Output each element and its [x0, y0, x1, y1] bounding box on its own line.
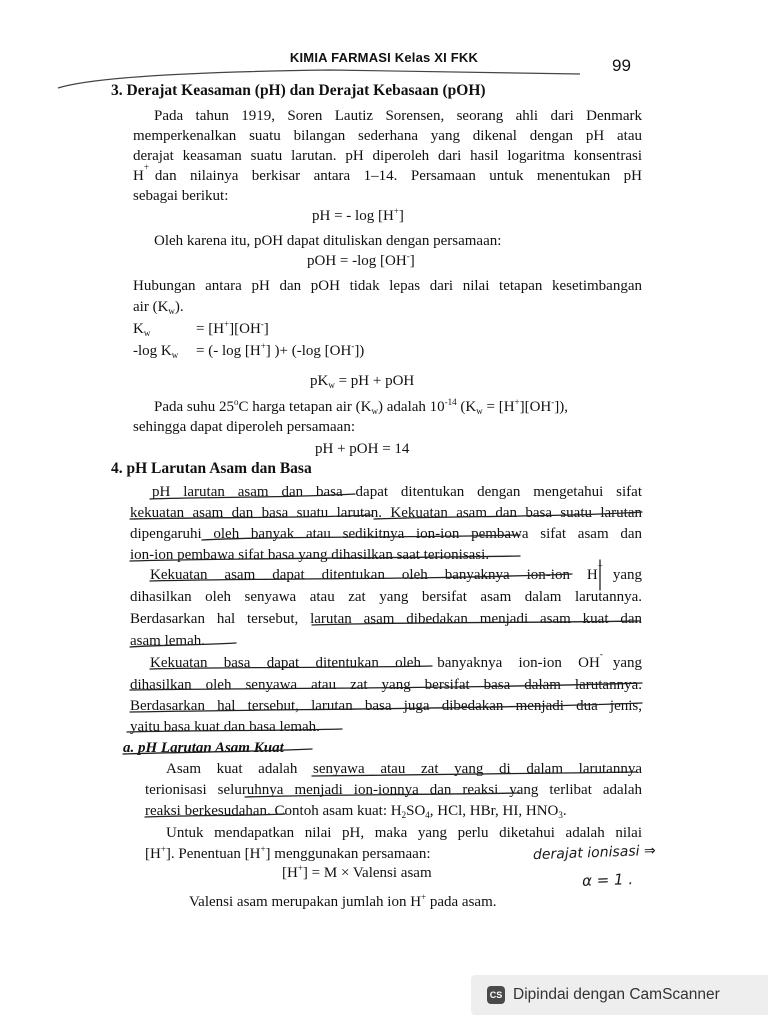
paragraph-text: ] menggunakan persamaan:: [265, 846, 431, 862]
equation-text: = [H: [196, 321, 225, 337]
paragraph-line: [145, 802, 567, 820]
paragraph-text: = [H: [482, 399, 515, 415]
paragraph-text: Kekuatan asam dapat ditentukan oleh banyaknya ion-ion H: [150, 567, 598, 583]
paragraph-text: C harga tetapan air (K: [238, 399, 372, 415]
subscript: w: [171, 350, 179, 360]
equation-text: pK: [310, 373, 329, 389]
section-3-heading: 3. Derajat Keasaman (pH) dan Derajat Kebasaan (pOH): [111, 82, 486, 99]
paragraph-line: [150, 561, 642, 584]
superscript: +: [260, 341, 266, 351]
paragraph-text: dan nilainya berkisar antara 1–14. Persamaan untuk menentukan pH: [154, 168, 642, 184]
equation-pkw: [310, 372, 414, 390]
log-kw-symbol: -log K: [133, 343, 172, 359]
paragraph-line: dihasilkan oleh senyawa atau zat yang bersifat basa dalam larutannya.: [130, 677, 642, 693]
equation-h: [282, 864, 432, 882]
paragraph-line: Hubungan antara pH dan pOH tidak lepas dari nilai tetapan kesetimbangan: [133, 278, 642, 294]
paragraph-line: dipengaruhi oleh banyak atau sedikitnya ion-ion pembawa sifat asam dan: [130, 526, 642, 542]
log-kw-label: [133, 342, 178, 360]
paragraph-line: sebagai berikut:: [133, 188, 229, 204]
paragraph-line: pH larutan asam dan basa dapat ditentukan dengan mengetahui sifat: [152, 484, 642, 500]
camscanner-watermark: [471, 975, 768, 1015]
superscript: -: [260, 319, 264, 329]
paragraph-line: derajat keasaman suatu larutan. pH diperoleh dari hasil logaritma konsentrasi: [133, 148, 642, 164]
equation-text: [H: [282, 865, 298, 881]
superscript: +: [297, 863, 303, 873]
paragraph-line: memperkenalkan suatu bilangan sederhana yang dikenal dengan pH atau: [133, 128, 642, 144]
kw-label: [133, 320, 150, 338]
subscript: w: [328, 380, 335, 390]
handwritten-note: derajat ionisasi ⇒: [532, 842, 656, 864]
paragraph-text: ]. Penentuan [H: [165, 846, 261, 862]
paragraph-text: Valensi asam merupakan jumlah ion H: [189, 894, 422, 910]
subscript: w: [476, 406, 483, 416]
superscript: +: [160, 844, 166, 854]
paragraph-text: reaksi berkesudahan. Contoh asam kuat: H: [145, 803, 402, 819]
equation-text: ] )+ (-log [OH: [265, 343, 352, 359]
subscript: w: [143, 328, 151, 338]
paragraph-line: yaitu basa kuat dan basa lemah.: [130, 719, 320, 735]
log-kw-expression: = (- log [H+] )+ (-log [OH-]): [196, 341, 365, 359]
paragraph-text: Pada suhu 25: [154, 399, 234, 415]
equation-sum: pH + pOH = 14: [315, 441, 410, 457]
running-title: KIMIA FARMASI Kelas XI FKK: [289, 50, 479, 65]
paragraph-text: ) adalah 10: [378, 399, 445, 415]
paragraph-line: Oleh karena itu, pOH dapat dituliskan dengan persamaan:: [154, 233, 502, 249]
subscript: 2: [401, 810, 407, 820]
paragraph-line: [133, 162, 642, 185]
kw-symbol: K: [133, 321, 144, 337]
paragraph-line: ion-ion pembawa sifat basa yang dihasilkan saat terionisasi.: [130, 547, 490, 563]
paragraph-text: (K: [456, 399, 477, 415]
paragraph-line: Asam kuat adalah senyawa atau zat yang di dalam larutannya: [166, 761, 642, 777]
paragraph-line: asam lemah.: [130, 633, 205, 649]
camscanner-text: Dipindai dengan CamScanner: [513, 986, 720, 1003]
superscript: +: [597, 561, 603, 571]
superscript: +: [260, 844, 266, 854]
section-4-heading: 4. pH Larutan Asam dan Basa: [111, 460, 312, 477]
paragraph-line: terionisasi seluruhnya menjadi ion-ionnya dan reaksi yang terlibat adalah: [145, 782, 642, 798]
paragraph-text: .: [562, 803, 567, 819]
paragraph-line: Berdasarkan hal tersebut, larutan asam dibedakan menjadi asam kuat dan: [130, 611, 642, 627]
paragraph-line: Untuk mendapatkan nilai pH, maka yang perlu diketahui adalah nilai: [166, 825, 642, 841]
paragraph-line: [150, 649, 642, 672]
equation-poh: pOH = -log [OH-]: [307, 251, 415, 269]
paragraph-text: ][OH: [519, 399, 552, 415]
superscript: -: [551, 397, 555, 407]
handwritten-note: α = 1 .: [581, 870, 634, 890]
paragraph-text: SO: [406, 803, 426, 819]
subscript: w: [168, 306, 175, 316]
paragraph-line: [189, 893, 497, 911]
paragraph-line: Berdasarkan hal tersebut, larutan basa juga dibedakan menjadi dua jenis,: [130, 698, 642, 714]
equation-text: pOH = -log [OH: [307, 253, 407, 269]
superscript: -14: [444, 397, 457, 407]
equation-text: pH = - log [H: [312, 208, 394, 224]
equation-text: = pH + pOH: [334, 373, 415, 389]
page-number: 99: [612, 56, 631, 75]
equation-ph: pH = - log [H+]: [312, 206, 404, 224]
superscript: +: [393, 206, 399, 216]
subsection-a-heading: a. pH Larutan Asam Kuat: [123, 740, 284, 756]
camscanner-logo: CS: [487, 986, 505, 1004]
h-symbol: H: [133, 168, 144, 184]
superscript: -: [351, 341, 355, 351]
superscript: -: [406, 251, 410, 261]
paragraph-line: [145, 845, 430, 863]
paragraph-text: pada asam.: [426, 894, 497, 910]
paragraph-text: [H: [145, 846, 161, 862]
paragraph-text: , HCl, HBr, HI, HNO: [429, 803, 559, 819]
equation-text: ] = M × Valensi asam: [302, 865, 432, 881]
superscript: +: [514, 397, 520, 407]
paragraph-line: sehingga dapat diperoleh persamaan:: [133, 419, 355, 435]
paragraph-line: kekuatan asam dan basa suatu larutan. Kekuatan asam dan basa suatu larutan: [130, 505, 642, 521]
paragraph-line: Pada tahun 1919, Soren Lautiz Sorensen, seorang ahli dari Denmark: [154, 108, 642, 124]
paragraph-line: [154, 398, 568, 416]
subscript: 4: [425, 810, 430, 820]
paragraph-text: air (K: [133, 299, 169, 315]
superscript: +: [224, 319, 230, 329]
subscript: 3: [558, 810, 563, 820]
kw-expression: = [H+][OH-]: [196, 319, 269, 337]
paragraph-text: ]),: [554, 399, 569, 415]
subscript: w: [371, 406, 379, 416]
paragraph-text: Kekuatan basa dapat ditentukan oleh banyaknya ion-ion OH: [150, 655, 600, 671]
paragraph-line: air $(K_w)$.: [133, 299, 184, 316]
superscript: +: [421, 892, 427, 902]
paragraph-line: dihasilkan oleh senyawa atau zat yang bersifat asam dalam larutannya.: [130, 589, 642, 605]
superscript: o: [234, 397, 239, 407]
superscript: +: [143, 162, 149, 172]
paragraph-text: yang: [612, 567, 642, 583]
paragraph-text: yang: [612, 655, 642, 671]
equation-text: = (- log [H: [196, 343, 261, 359]
superscript: -: [599, 649, 603, 659]
